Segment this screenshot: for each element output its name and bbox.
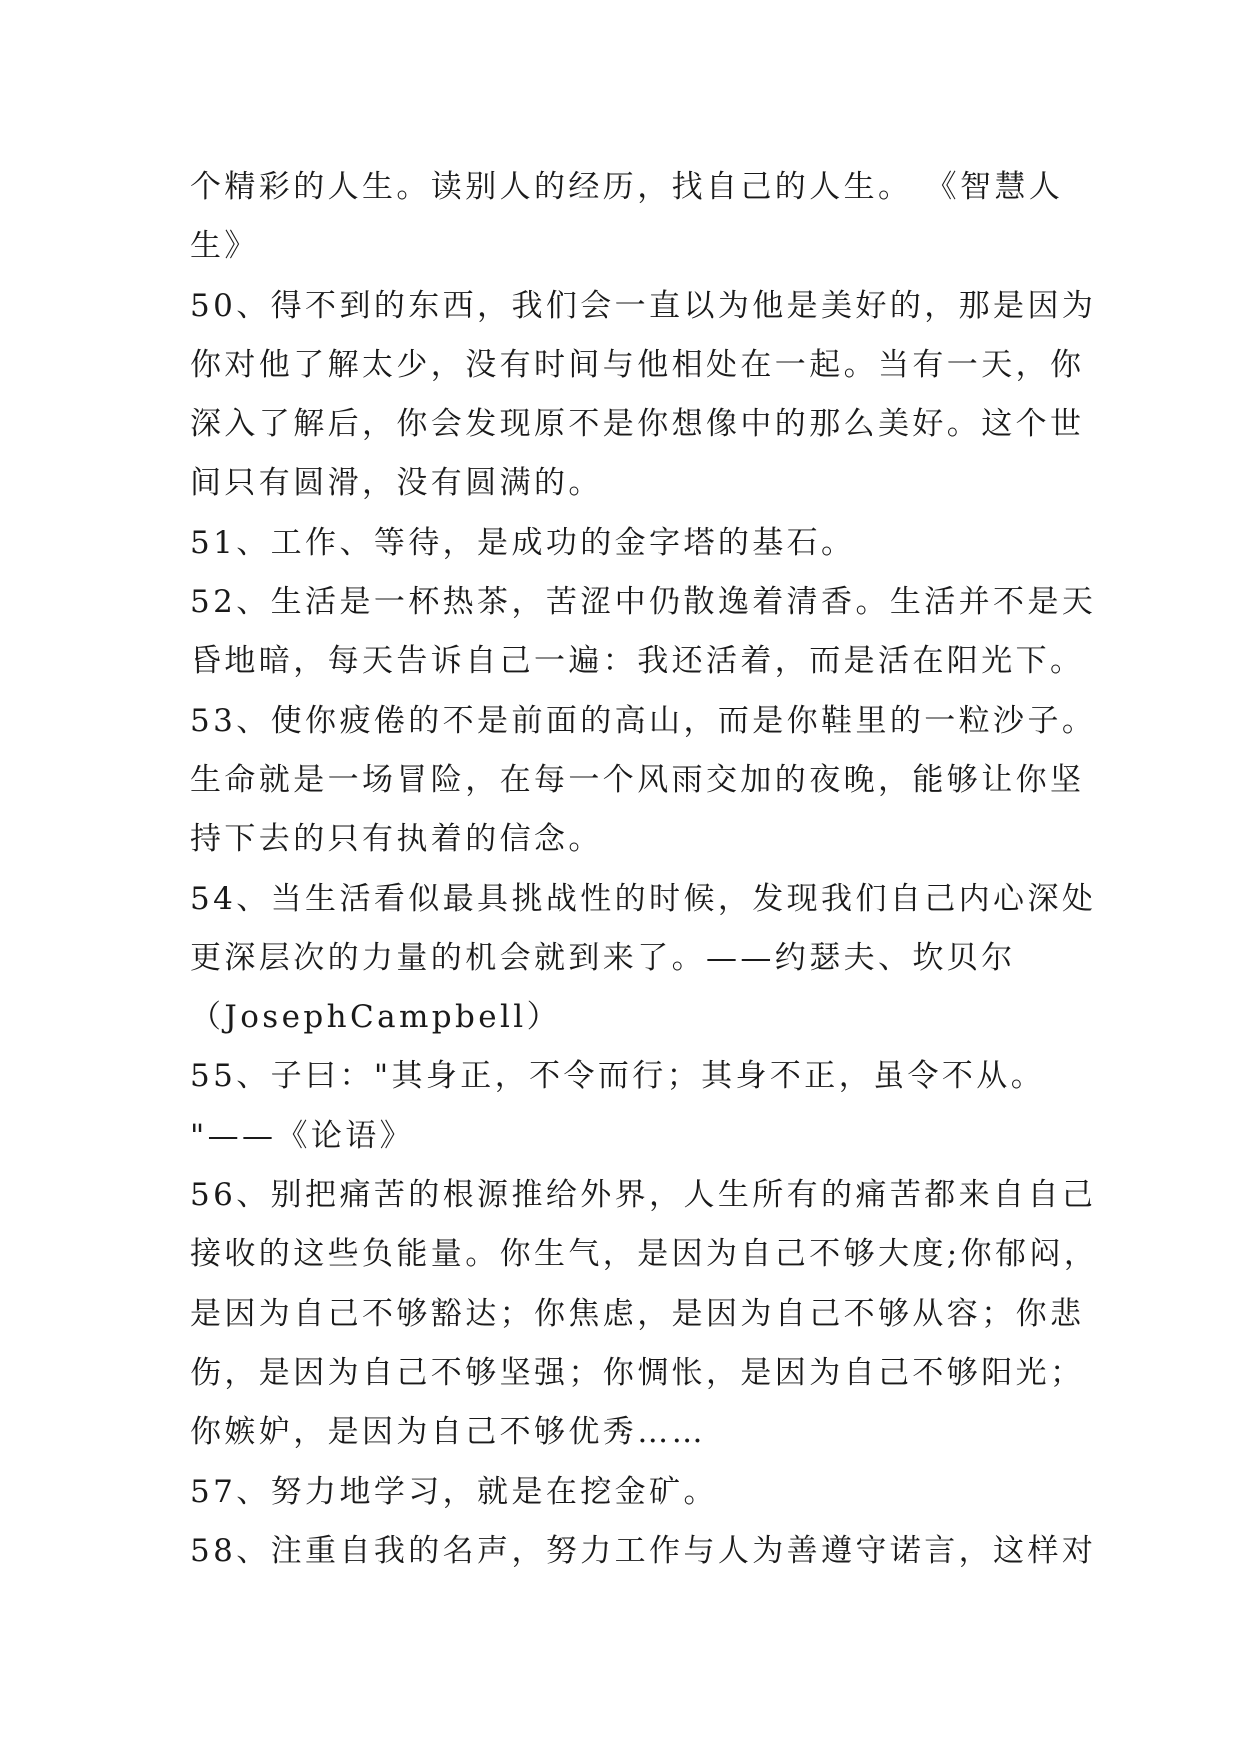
- text-line: 生命就是一场冒险，在每一个风雨交加的夜晚，能够让你坚: [190, 761, 1085, 798]
- text-line: 更深层次的力量的机会就到来了。——约瑟夫、坎贝尔: [190, 939, 1016, 976]
- text-line: 接收的这些负能量。你生气，是因为自己不够大度;你郁闷，: [190, 1236, 1099, 1273]
- text-line: 56、别把痛苦的根源推给外界，人生所有的痛苦都来自自己: [190, 1177, 1097, 1214]
- text-line: 昏地暗，每天告诉自己一遍：我还活着，而是活在阳光下。: [190, 643, 1085, 680]
- text-line: "——《论语》: [190, 1117, 415, 1154]
- document-body: [190, 158, 1099, 1581]
- text-line: 是因为自己不够豁达；你焦虑，是因为自己不够从容；你悲: [190, 1295, 1085, 1332]
- text-line: 58、注重自我的名声，努力工作与人为善遵守诺言，这样对: [190, 1532, 1097, 1569]
- text-line: 生》: [190, 228, 259, 265]
- text-line: 伤，是因为自己不够坚强；你惆怅，是因为自己不够阳光；: [190, 1354, 1085, 1391]
- text-line: （JosephCampbell）: [190, 999, 562, 1036]
- text-line: 持下去的只有执着的信念。: [190, 821, 603, 858]
- text-line: 57、努力地学习，就是在挖金矿。: [190, 1473, 718, 1510]
- text-line: 你对他了解太少，没有时间与他相处在一起。当有一天，你: [190, 346, 1085, 383]
- text-line: 你嫉妒，是因为自己不够优秀……: [190, 1414, 706, 1451]
- text-line: 52、生活是一杯热茶，苦涩中仍散逸着清香。生活并不是天: [190, 584, 1097, 621]
- text-line: 50、得不到的东西，我们会一直以为他是美好的，那是因为: [190, 287, 1097, 324]
- text-line: 深入了解后，你会发现原不是你想像中的那么美好。这个世: [190, 406, 1085, 443]
- text-line: 55、子曰："其身正，不令而行；其身不正，虽令不从。: [190, 1058, 1046, 1095]
- text-line: 54、当生活看似最具挑战性的时候，发现我们自己内心深处: [190, 880, 1097, 917]
- text-line: 间只有圆滑，没有圆满的。: [190, 465, 603, 502]
- text-line: 个精彩的人生。读别人的经历，找自己的人生。 《智慧人: [190, 169, 1064, 205]
- text-line: 53、使你疲倦的不是前面的高山，而是你鞋里的一粒沙子。: [190, 702, 1097, 739]
- text-line: 51、工作、等待，是成功的金字塔的基石。: [190, 524, 856, 561]
